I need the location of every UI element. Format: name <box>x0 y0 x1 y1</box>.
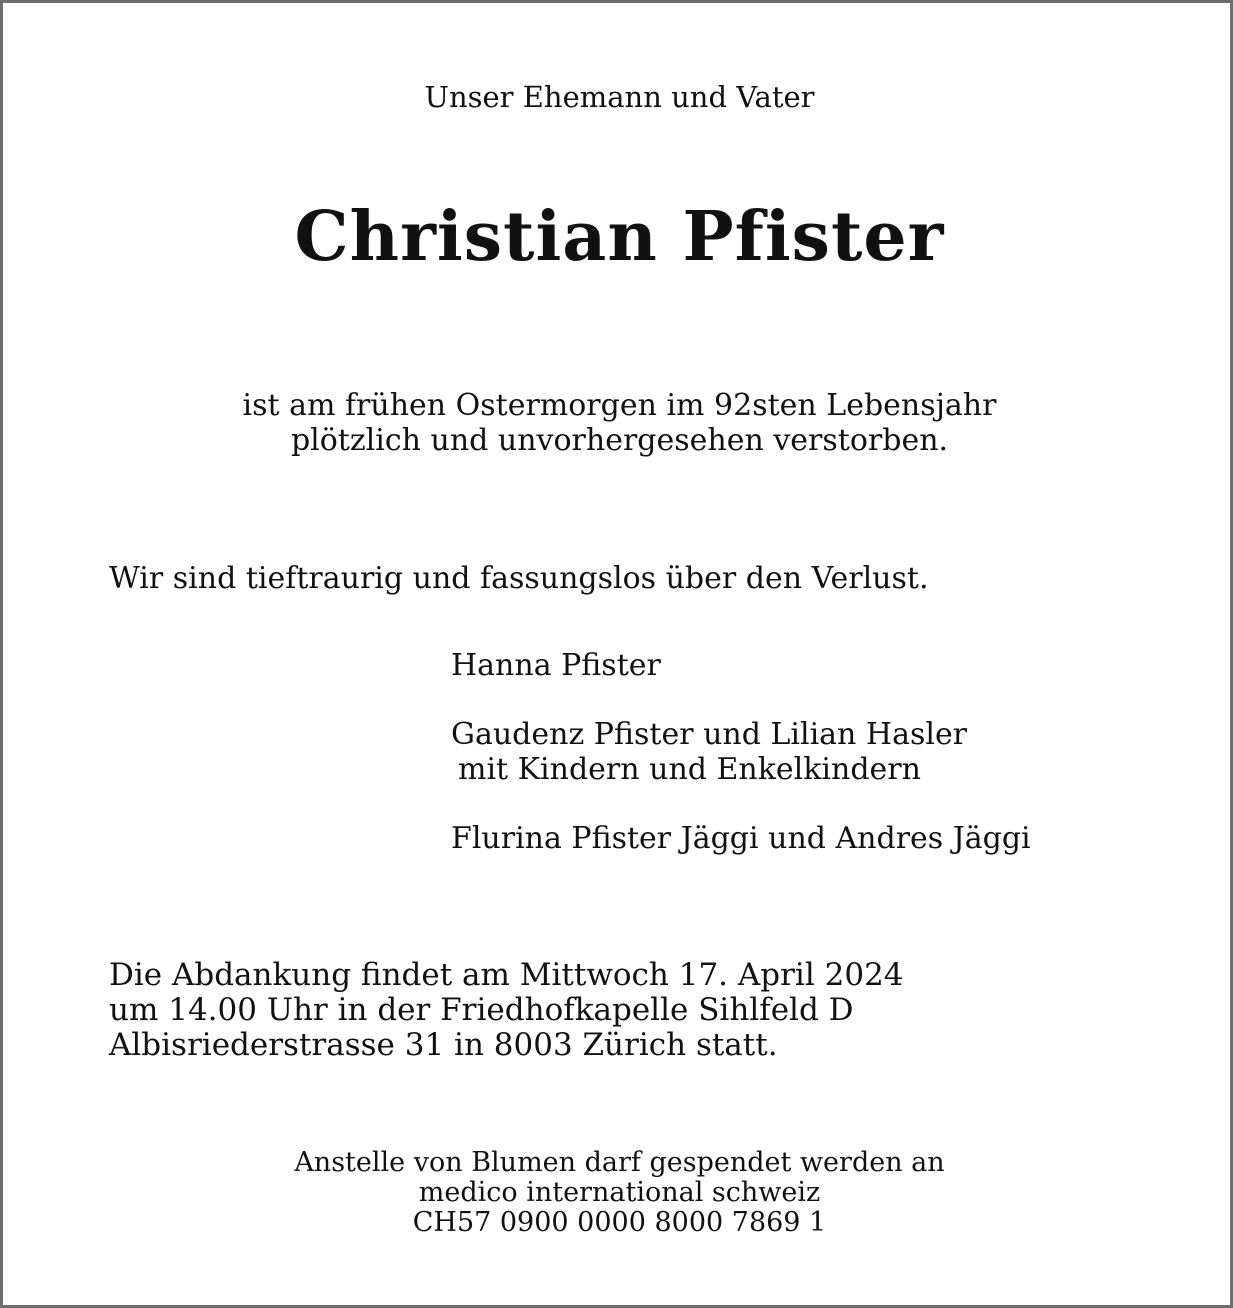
family-member-note: mit Kindern und Enkelkindern <box>458 752 921 787</box>
grief-statement: Wir sind tieftraurig und fassungslos über den Verlust. <box>109 561 929 596</box>
service-line-1: Die Abdankung findet am Mittwoch 17. April 2024 <box>109 957 904 993</box>
donation-organization: medico international schweiz <box>418 1177 821 1208</box>
donation-iban: CH57 0900 0000 8000 7869 1 <box>412 1207 827 1238</box>
deceased-name: Christian Pfister <box>294 197 945 277</box>
announcement-line-1: ist am frühen Ostermorgen im 92sten Lebensjahr <box>242 388 997 423</box>
intro-line: Unser Ehemann und Vater <box>424 80 815 114</box>
family-member: Gaudenz Pfister und Lilian Hasler <box>451 717 968 752</box>
service-line-2: um 14.00 Uhr in der Friedhofkapelle Sihlfeld D <box>109 992 854 1028</box>
family-member: Flurina Pfister Jäggi und Andres Jäggi <box>451 821 1031 856</box>
donation-line-1: Anstelle von Blumen darf gespendet werden an <box>294 1147 945 1178</box>
family-member: Hanna Pfister <box>451 648 661 683</box>
announcement-line-2: plötzlich und unvorhergesehen verstorben. <box>290 423 949 458</box>
service-line-3: Albisriederstrasse 31 in 8003 Zürich statt. <box>109 1027 778 1063</box>
